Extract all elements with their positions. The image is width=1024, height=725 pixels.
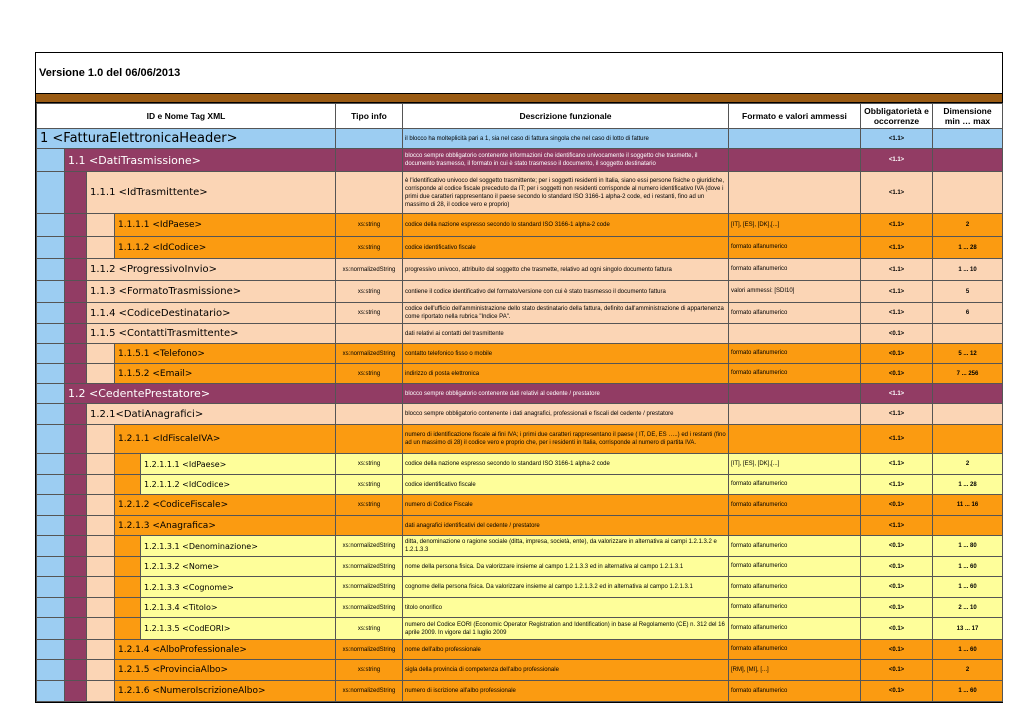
dimensione-cell: 1 ... 10 <box>933 259 1003 281</box>
indent-block <box>87 577 115 597</box>
tipo-cell <box>336 172 403 214</box>
tag-name: 1.1.1.1 <IdPaese> <box>118 220 203 230</box>
tipo-cell: xs:string <box>336 214 403 237</box>
tipo-cell: xs:normalizedString <box>336 577 403 598</box>
formato-cell: formato alfanumerico <box>729 475 861 495</box>
indent-block <box>37 214 65 236</box>
tag-id-cell <box>37 281 336 303</box>
formato-cell <box>729 384 861 404</box>
formato-cell: formato alfanumerico <box>729 495 861 516</box>
header-separator-bar <box>36 94 1002 103</box>
tipo-cell <box>336 384 403 404</box>
indent-block <box>65 425 87 453</box>
dimensione-cell: 1 ... 60 <box>933 557 1003 577</box>
indent-block <box>37 681 65 701</box>
indent-block <box>115 577 141 597</box>
formato-cell: [IT], [ES], [DK],[...] <box>729 454 861 475</box>
obbligatorieta-cell: <1.1> <box>861 516 933 536</box>
descrizione-cell: è l'identificativo univoco del soggetto trasmittente; per i soggetti residenti in Italia, siano essi persone fisiche o giuridiche, corrisponde al codice fiscale preceduto da IT; per i soggetti non residenti corrisponde al numero identificativo IVA (dove i primi due caratteri rappresentano il paese secondo lo standard ISO 3166-1 alpha-2 code, ed i restanti, fino ad un massimo di 28, il codice vero e proprio) <box>403 172 729 214</box>
formato-cell <box>729 129 861 149</box>
dimensione-cell: 5 <box>933 281 1003 303</box>
formato-cell: formato alfanumerico <box>729 344 861 364</box>
indent-block <box>65 577 87 597</box>
table-row <box>37 681 1003 702</box>
table-row <box>37 281 1003 303</box>
table-row <box>37 303 1003 324</box>
tag-name: 1.1.5.1 <Telefono> <box>118 348 205 359</box>
tipo-cell: xs:string <box>336 495 403 516</box>
obbligatorieta-cell: <1.1> <box>861 237 933 259</box>
formato-cell <box>729 172 861 214</box>
formato-cell: formato alfanumerico <box>729 364 861 384</box>
table-row <box>37 640 1003 660</box>
obbligatorieta-cell: <1.1> <box>861 149 933 172</box>
indent-block <box>87 536 115 556</box>
indent-block <box>65 454 87 474</box>
tag-id-cell <box>37 324 336 344</box>
dimensione-cell: 2 <box>933 660 1003 681</box>
formato-cell <box>729 404 861 425</box>
obbligatorieta-cell: <1.1> <box>861 475 933 495</box>
indent-block <box>65 237 87 258</box>
tag-name: 1.2.1.3.2 <Nome> <box>144 562 220 571</box>
version-label: Versione 1.0 del 06/06/2013 <box>36 53 1002 94</box>
table-row <box>37 324 1003 344</box>
obbligatorieta-cell: <1.1> <box>861 129 933 149</box>
tag-id-cell <box>37 344 336 364</box>
formato-cell: [IT], [ES], [DK],[...] <box>729 214 861 237</box>
tag-id-cell <box>37 454 336 475</box>
table-row <box>37 214 1003 237</box>
descrizione-cell: sigla della provincia di competenza dell'albo professionale <box>403 660 729 681</box>
formato-cell <box>729 425 861 454</box>
obbligatorieta-cell: <0.1> <box>861 364 933 384</box>
tag-name: 1.2.1.3.1 <Denominazione> <box>144 541 258 551</box>
indent-block <box>115 618 141 639</box>
indent-block <box>37 516 65 535</box>
obbligatorieta-cell: <1.1> <box>861 425 933 454</box>
descrizione-cell: cognome della persona fisica. Da valorizzare insieme al campo 1.2.1.3.2 ed in alternativa al campo 1.2.1.3.1 <box>403 577 729 598</box>
indent-block <box>65 640 87 659</box>
indent-block <box>65 259 87 280</box>
header-obbligatorieta: Obbligatorietà e occorrenze <box>861 104 933 129</box>
tag-id-cell <box>37 681 336 702</box>
dimensione-cell: 1 ... 60 <box>933 681 1003 702</box>
indent-block <box>87 364 115 383</box>
tipo-cell <box>336 404 403 425</box>
descrizione-cell: il blocco ha molteplicità pari a 1, sia nel caso di fattura singola che nel caso di lotto di fatture <box>403 129 729 149</box>
tag-id-cell <box>37 660 336 681</box>
indent-block <box>37 281 65 302</box>
tag-name: 1.2.1.2 <CodiceFiscale> <box>118 500 229 510</box>
descrizione-cell: dati relativi ai contatti del trasmittente <box>403 324 729 344</box>
tag-name: 1.1.5 <ContattiTrasmittente> <box>90 328 239 339</box>
indent-block <box>65 303 87 323</box>
dimensione-cell <box>933 324 1003 344</box>
indent-block <box>37 536 65 556</box>
indent-block <box>87 681 115 701</box>
indent-block <box>65 495 87 515</box>
tag-id-cell <box>37 640 336 660</box>
indent-block <box>37 557 65 576</box>
descrizione-cell: ditta, denominazione o ragione sociale (ditta, impresa, società, ente), da valorizzare in alternativa ai campi 1.2.1.3.2 e 1.2.1.3.3 <box>403 536 729 557</box>
table-row <box>37 149 1003 172</box>
descrizione-cell: numero di Codice Fiscale <box>403 495 729 516</box>
obbligatorieta-cell: <0.1> <box>861 557 933 577</box>
dimensione-cell: 2 <box>933 214 1003 237</box>
obbligatorieta-cell: <1.1> <box>861 214 933 237</box>
dimensione-cell: 2 ... 10 <box>933 598 1003 618</box>
formato-cell: formato alfanumerico <box>729 536 861 557</box>
tipo-cell: xs:string <box>336 237 403 259</box>
indent-block <box>87 557 115 576</box>
formato-cell: formato alfanumerico <box>729 557 861 577</box>
tag-name: 1.1.1.2 <IdCodice> <box>118 242 207 253</box>
tag-id-cell <box>37 598 336 618</box>
dimensione-cell <box>933 425 1003 454</box>
indent-block <box>37 237 65 258</box>
tipo-cell: xs:normalizedString <box>336 598 403 618</box>
descrizione-cell: contatto telefonico fisso o mobile <box>403 344 729 364</box>
obbligatorieta-cell: <0.1> <box>861 577 933 598</box>
indent-block <box>37 577 65 597</box>
obbligatorieta-cell: <1.1> <box>861 404 933 425</box>
descrizione-cell: nome dell'albo professionale <box>403 640 729 660</box>
tipo-cell: xs:normalizedString <box>336 640 403 660</box>
tag-name: 1.2.1.3.3 <Cognome> <box>144 582 234 592</box>
descrizione-cell: numero di identificazione fiscale ai fini IVA; i primi due caratteri rappresentano il paese ( IT, DE, ES …..) ed i restanti (fino ad un massimo di 28) il codice vero e proprio che, per i residenti in Italia, corrisponde al numero di partita IVA. <box>403 425 729 454</box>
indent-block <box>87 618 115 639</box>
table-row <box>37 557 1003 577</box>
tag-name: 1.1.3 <FormatoTrasmissione> <box>90 286 242 297</box>
tag-name: 1.2.1.5 <ProvinciaAlbo> <box>118 665 229 675</box>
tag-name: 1.2.1.1 <IdFiscaleIVA> <box>118 434 221 444</box>
dimensione-cell: 1 ... 28 <box>933 237 1003 259</box>
indent-block <box>87 425 115 453</box>
tag-id-cell <box>37 149 336 172</box>
tag-name: 1.1.2 <ProgressivoInvio> <box>90 264 217 275</box>
descrizione-cell: indirizzo di posta elettronica <box>403 364 729 384</box>
indent-block <box>37 404 65 424</box>
tipo-cell: xs:string <box>336 281 403 303</box>
tag-name: 1 <FatturaElettronicaHeader> <box>40 131 238 146</box>
obbligatorieta-cell: <0.1> <box>861 660 933 681</box>
tag-id-cell <box>37 364 336 384</box>
obbligatorieta-cell: <1.1> <box>861 384 933 404</box>
tag-id-cell <box>37 129 336 149</box>
dimensione-cell: 6 <box>933 303 1003 324</box>
indent-block <box>37 384 65 403</box>
tag-name: 1.1 <DatiTrasmissione> <box>68 153 201 167</box>
descrizione-cell: numero del Codice EORI (Economic Operator Registration and Identification) in base al Regolamento (CE) n. 312 del 16 aprile 2009. In vigore dal 1 luglio 2009 <box>403 618 729 640</box>
tipo-cell <box>336 516 403 536</box>
indent-block <box>37 475 65 494</box>
indent-block <box>37 364 65 383</box>
table-row <box>37 172 1003 214</box>
obbligatorieta-cell: <1.1> <box>861 281 933 303</box>
indent-block <box>87 475 115 494</box>
tag-id-cell <box>37 425 336 454</box>
dimensione-cell: 1 ... 60 <box>933 640 1003 660</box>
descrizione-cell: blocco sempre obbligatorio contenente informazioni che identificano univocamente il soggetto che trasmette, il documento trasmesso, il formato in cui è stato trasmesso il documento, il soggetto destinatario <box>403 149 729 172</box>
indent-block <box>65 660 87 680</box>
indent-block <box>37 425 65 453</box>
indent-block <box>87 640 115 659</box>
tag-id-cell <box>37 516 336 536</box>
indent-block <box>87 660 115 680</box>
dimensione-cell: 1 ... 80 <box>933 536 1003 557</box>
tag-name: 1.1.5.2 <Email> <box>118 368 193 379</box>
tipo-cell: xs:normalizedString <box>336 344 403 364</box>
tag-id-cell <box>37 536 336 557</box>
descrizione-cell: titolo onorifico <box>403 598 729 618</box>
obbligatorieta-cell: <0.1> <box>861 598 933 618</box>
table-row <box>37 129 1003 149</box>
tipo-cell: xs:normalizedString <box>336 681 403 702</box>
indent-block <box>65 214 87 236</box>
indent-block <box>115 557 141 576</box>
formato-cell: formato alfanumerico <box>729 259 861 281</box>
indent-block <box>37 344 65 363</box>
xml-spec-table <box>36 103 1003 702</box>
formato-cell: formato alfanumerico <box>729 237 861 259</box>
descrizione-cell: blocco sempre obbligatorio contenente dati relativi al cedente / prestatore <box>403 384 729 404</box>
indent-block <box>37 618 65 639</box>
header-formato: Formato e valori ammessi <box>729 104 861 129</box>
tag-name: 1.2.1.3.5 <CodEORI> <box>144 624 231 633</box>
tag-id-cell <box>37 259 336 281</box>
table-row <box>37 618 1003 640</box>
formato-cell: formato alfanumerico <box>729 577 861 598</box>
indent-block <box>37 598 65 617</box>
tag-name: 1.1.1 <IdTrasmittente> <box>90 187 208 198</box>
indent-block <box>87 495 115 515</box>
tipo-cell <box>336 149 403 172</box>
tag-name: 1.2.1.1.2 <IdCodice> <box>144 480 231 489</box>
indent-block <box>87 598 115 617</box>
descrizione-cell: blocco sempre obbligatorio contenente i dati anagrafici, professionali e fiscali del cedente / prestatore <box>403 404 729 425</box>
descrizione-cell: codice identificativo fiscale <box>403 475 729 495</box>
tipo-cell: xs:string <box>336 618 403 640</box>
table-row <box>37 598 1003 618</box>
indent-block <box>37 259 65 280</box>
descrizione-cell: dati anagrafici identificativi del cedente / prestatore <box>403 516 729 536</box>
tag-id-cell <box>37 495 336 516</box>
formato-cell: valori ammessi: [SDI10] <box>729 281 861 303</box>
table-row <box>37 516 1003 536</box>
tipo-cell: xs:string <box>336 454 403 475</box>
obbligatorieta-cell: <1.1> <box>861 303 933 324</box>
table-row <box>37 536 1003 557</box>
tag-id-cell <box>37 303 336 324</box>
formato-cell <box>729 149 861 172</box>
table-row <box>37 404 1003 425</box>
tipo-cell: xs:normalizedString <box>336 536 403 557</box>
tag-id-cell <box>37 557 336 577</box>
dimensione-cell: 1 ... 28 <box>933 475 1003 495</box>
header-dimensione: Dimensione min … max <box>933 104 1003 129</box>
spreadsheet-page <box>35 52 1003 703</box>
dimensione-cell: 5 ... 12 <box>933 344 1003 364</box>
descrizione-cell: contiene il codice identificativo del formato/versione con cui è stato trasmesso il documento fattura <box>403 281 729 303</box>
tag-id-cell <box>37 214 336 237</box>
descrizione-cell: numero di iscrizione all'albo professionale <box>403 681 729 702</box>
indent-block <box>115 475 141 494</box>
table-body <box>37 129 1003 702</box>
dimensione-cell <box>933 149 1003 172</box>
tipo-cell <box>336 425 403 454</box>
indent-block <box>65 475 87 494</box>
tag-name: 1.1.4 <CodiceDestinatario> <box>90 307 231 319</box>
tag-name: 1.2.1.6 <NumeroIscrizioneAlbo> <box>118 686 266 696</box>
indent-block <box>65 324 87 343</box>
indent-block <box>65 681 87 701</box>
formato-cell <box>729 324 861 344</box>
indent-block <box>37 172 65 213</box>
table-row <box>37 660 1003 681</box>
indent-block <box>65 557 87 576</box>
indent-block <box>115 536 141 556</box>
indent-block <box>37 495 65 515</box>
descrizione-cell: codice della nazione espresso secondo lo standard ISO 3166-1 alpha-2 code <box>403 454 729 475</box>
indent-block <box>87 454 115 474</box>
obbligatorieta-cell: <0.1> <box>861 681 933 702</box>
tipo-cell: xs:normalizedString <box>336 557 403 577</box>
dimensione-cell <box>933 129 1003 149</box>
tipo-cell: xs:string <box>336 364 403 384</box>
dimensione-cell <box>933 516 1003 536</box>
obbligatorieta-cell: <0.1> <box>861 640 933 660</box>
tag-id-cell <box>37 618 336 640</box>
formato-cell: formato alfanumerico <box>729 618 861 640</box>
indent-block <box>65 344 87 363</box>
tag-name: 1.2.1.3 <Anagrafica> <box>118 520 216 531</box>
descrizione-cell: codice identificativo fiscale <box>403 237 729 259</box>
tag-name: 1.2 <CedentePrestatore> <box>68 387 211 400</box>
descrizione-cell: nome della persona fisica. Da valorizzare insieme al campo 1.2.1.3.3 ed in alternativa al campo 1.2.1.3.1 <box>403 557 729 577</box>
indent-block <box>37 454 65 474</box>
obbligatorieta-cell: <1.1> <box>861 259 933 281</box>
indent-block <box>65 364 87 383</box>
tag-name: 1.2.1.1.1 <IdPaese> <box>144 459 227 469</box>
tipo-cell: xs:normalizedString <box>336 259 403 281</box>
descrizione-cell: progressivo univoco, attribuito dal soggetto che trasmette, relativo ad ogni singolo documento fattura <box>403 259 729 281</box>
table-row <box>37 237 1003 259</box>
indent-block <box>115 598 141 617</box>
tipo-cell: xs:string <box>336 660 403 681</box>
dimensione-cell: 7 ... 256 <box>933 364 1003 384</box>
dimensione-cell <box>933 404 1003 425</box>
tag-name: 1.2.1<DatiAnagrafici> <box>90 408 204 420</box>
descrizione-cell: codice dell'ufficio dell'amministrazione dello stato destinatario della fattura, definito dall'amministrazione di appartenenza come riportato nella rubrica "Indice PA". <box>403 303 729 324</box>
table-row <box>37 364 1003 384</box>
tag-id-cell <box>37 404 336 425</box>
indent-block <box>37 660 65 680</box>
formato-cell: formato alfanumerico <box>729 303 861 324</box>
tag-id-cell <box>37 384 336 404</box>
formato-cell: formato alfanumerico <box>729 598 861 618</box>
table-row <box>37 344 1003 364</box>
indent-block <box>87 237 115 258</box>
table-row <box>37 454 1003 475</box>
indent-block <box>65 281 87 302</box>
obbligatorieta-cell: <0.1> <box>861 324 933 344</box>
indent-block <box>65 172 87 213</box>
obbligatorieta-cell: <0.1> <box>861 536 933 557</box>
indent-block <box>87 214 115 236</box>
tipo-cell <box>336 129 403 149</box>
tipo-cell: xs:string <box>336 303 403 324</box>
obbligatorieta-cell: <0.1> <box>861 495 933 516</box>
tag-name: 1.2.1.3.4 <Titolo> <box>144 603 218 612</box>
tipo-cell: xs:string <box>336 475 403 495</box>
tag-name: 1.2.1.4 <AlboProfessionale> <box>118 644 247 655</box>
indent-block <box>65 536 87 556</box>
dimensione-cell: 2 <box>933 454 1003 475</box>
descrizione-cell: codice della nazione espresso secondo lo standard ISO 3166-1 alpha-2 code <box>403 214 729 237</box>
table-row <box>37 425 1003 454</box>
tag-id-cell <box>37 577 336 598</box>
table-row <box>37 259 1003 281</box>
table-header-row <box>37 104 1003 129</box>
header-tipo: Tipo info <box>336 104 403 129</box>
header-id: ID e Nome Tag XML <box>37 104 336 129</box>
tipo-cell <box>336 324 403 344</box>
tag-id-cell <box>37 475 336 495</box>
indent-block <box>37 324 65 343</box>
obbligatorieta-cell: <0.1> <box>861 618 933 640</box>
indent-block <box>37 303 65 323</box>
indent-block <box>65 404 87 424</box>
table-row <box>37 475 1003 495</box>
obbligatorieta-cell: <0.1> <box>861 344 933 364</box>
dimensione-cell: 13 ... 17 <box>933 618 1003 640</box>
indent-block <box>65 598 87 617</box>
formato-cell: [RM], [MI], [...] <box>729 660 861 681</box>
indent-block <box>65 618 87 639</box>
formato-cell: formato alfanumerico <box>729 640 861 660</box>
tag-id-cell <box>37 237 336 259</box>
indent-block <box>37 640 65 659</box>
table-row <box>37 495 1003 516</box>
obbligatorieta-cell: <1.1> <box>861 454 933 475</box>
formato-cell <box>729 516 861 536</box>
table-row <box>37 384 1003 404</box>
header-descrizione: Descrizione funzionale <box>403 104 729 129</box>
dimensione-cell <box>933 384 1003 404</box>
tag-id-cell <box>37 172 336 214</box>
obbligatorieta-cell: <1.1> <box>861 172 933 214</box>
dimensione-cell <box>933 172 1003 214</box>
dimensione-cell: 11 ... 16 <box>933 495 1003 516</box>
indent-block <box>87 516 115 535</box>
table-row <box>37 577 1003 598</box>
indent-block <box>65 516 87 535</box>
indent-block <box>37 149 65 171</box>
indent-block <box>115 454 141 474</box>
indent-block <box>87 344 115 363</box>
formato-cell: formato alfanumerico <box>729 681 861 702</box>
dimensione-cell: 1 ... 60 <box>933 577 1003 598</box>
